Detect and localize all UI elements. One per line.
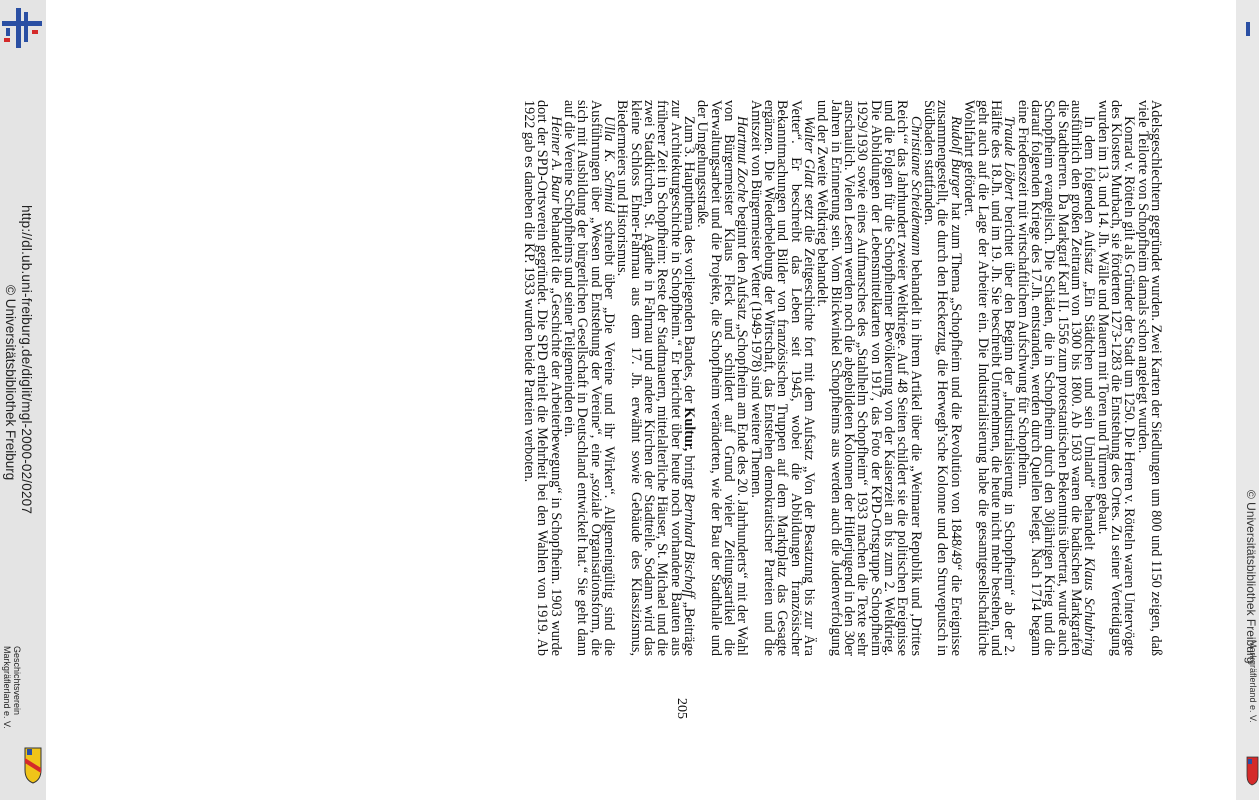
author-name: Ulla K. Schmid: [600, 116, 617, 213]
paragraph: Walter Glatt setzt die Zeitgeschichte fort mit dem Aufsatz „Von der Besatzung bis zur Ära Vetter“. Er beschreibt das Leben seit 1945, wobei die Abbildungen französischer Bekanntmachungen und Bilder von französischen Truppen auf dem Marktplatz das Gesagte ergänzen. Die Wiederbelebung der Wirtschaft, das Entstehen demokratischer Parteien und die Amtszeit von Bürgermeister Vetter (1949-1978) sind weitere Themen.: [747, 100, 818, 656]
paragraph: Adelsgeschlechtern gegründet wurden. Zwei Karten der Siedlungen um 800 und 1150 zeigen, daß viele Teilorte von Schopfheim damals schon angelegt wurden.: [1134, 100, 1164, 656]
right-sidebar: [1236, 0, 1259, 800]
author-name: Christiane Scheidemann: [907, 116, 924, 256]
author-name: Rudolf Burger: [947, 116, 964, 199]
author-name: Hartmut Zoche: [734, 116, 751, 203]
bold-term: Kultur,: [680, 407, 697, 452]
paragraph: Christiane Scheidemann behandelt in ihrem Artikel über die „Weimarer Republik und ‚Drittes Reich‘“ das Jahrhundert zweier Weltkriege. Auf 48 Seiten schildert sie die politischen Ereignisse und die Folgen für die Schopfheimer Bevölkerung von der Kaiserzeit an bis zum 2. Weltkrieg. Die Abbildungen der Lebensmittelkarten von 1917, das Foto der KPD-Ortsgruppe Schopfheim 1929/1930 sowie eines Aufmarsches des „Stahlhelm Schopfheim“ 1933 machen die Texte sehr anschaulich. Vielen Lesern werden noch die abgebildeten Kolonnen der Hitlerjugend in den 30er Jahren in Erinnerung sein. Vom Blickwinkel Schopfheims aus werden auch die Judenverfolgung und der Zweite Weltkrieg behandelt.: [814, 100, 924, 656]
author-name: Heiner A. Baur: [547, 116, 564, 204]
author-name: Klaus Schubring: [1081, 557, 1098, 657]
right-copyright-text: © Universitätsbibliothek Freiburg: [1244, 490, 1258, 664]
paragraph: Traude Löbert berichtet über den Beginn der „Industrialisierung in Schopfheim“ ab der 2. Hälfte des 18.Jh. und im 19. Jh. Sie beschreibt Unternehmen, die heute nicht mehr bestehen, und geht auch auf die Lage der Arbeiter ein. Die Industrialisierung habe die gesamtgesellschaftliche Wohlfahrt gefördert.: [961, 100, 1018, 656]
paragraph: Konrad v. Rötteln gilt als Gründer der Stadt um 1250. Die Herren v. Rötteln waren Untervögte des Klosters Murbach, sie förderten 1273-1283 die Entstehung des Ortes. Zu seiner Verteidigung wurden im 13. und 14. Jh. Wälle und Mauern mit Toren und Türmen gebaut.: [1094, 100, 1138, 656]
paragraph: Rudolf Burger hat zum Thema „Schopfheim und die Revolution von 1848/49“ die Ereignisse zusammengestellt, die durch den Heckerzug, die Herwegh’sche Kolonne und den Struveputsch in Südbaden stattfanden.: [921, 100, 964, 656]
right-clip: [1236, 0, 1259, 800]
author-name: Traude Löbert: [1001, 116, 1018, 201]
coat-of-arms-icon: [24, 746, 42, 784]
paragraph: In dem folgenden Aufsatz „Ein Städtchen und sein Umland“ behandelt Klaus Schubring ausführlich den großen Zeitraum von 1300 bis 1800. Ab 1503 waren die badischen Markgrafen die Stadtherren. Da Markgraf Karl II. 1556 zum protestantischen Bekenntnis übertrat, wurde auch Schopfheim evangelisch. Die Schäden, die in Schopfheim durch den 30jährigen Krieg und die darauf folgenden Kriege des 17.Jh. entstanden, werden durch Quellen belegt. Nach 1714 begann eine Friedenszeit mit wirtschaftlichem Aufschwung für Schopfheim.: [1014, 100, 1098, 657]
association-line-1: Geschichtsverein: [12, 646, 22, 716]
document-page: [204, 100, 1164, 719]
page-number: 205: [674, 698, 689, 719]
paragraph: Zum 3. Hauptthema des vorliegenden Bandes, der Kultur, bringt Bernhard Bischoff „Beiträge zur Architekturgeschichte in Schopfheim.“ Er berichtet über heute noch vorhandene Bauten aus früherer Zeit in Schopfheim: Reste der Stadtmauern, mittelalterliche Häuser, St. Michael und die zwei Stadtkirchen, St. Agathe in Fahrnau und andere Kirchen der Stadtteile. Sodann wird das kleine Schloss Ehner-Fahrnau aus dem 17. Jh. erwähnt sowie Gebäude des Klassizismus, Biedermeiers und Historismus.: [614, 100, 697, 656]
author-name: Walter Glatt: [801, 116, 818, 189]
author-name: Bernhard Bischoff: [680, 493, 697, 598]
paragraph: Heiner A. Baur behandelt die „Geschichte der Arbeiterbewegung“ in Schopfheim. 1903 wurde dort der SPD-Ortsverein gegründet. Die SPD erhielt die Mehrheit bei den Wahlen von 1919. Ab 1922 gab es daneben die KP. 1933 wurden beide Parteien verboten.: [520, 100, 564, 656]
paragraph: Ulla K. Schmid schreibt über „Die Vereine und ihr Wirken“. Allgemeingültig sind die Ausführungen über „Wesen und Entstehung der Vereine“, eine „soziale Organisationsform, die sich mit Ausbildung der bürgerlichen Gesellschaft in Deutschland entwickelt hat.“ Sie geht dann auf die Vereine Schopfheims und seiner Teilgemeinden ein.: [560, 100, 617, 657]
copyright-text: © Universitätsbibliothek Freiburg: [3, 285, 18, 481]
university-logo-icon: [1244, 22, 1252, 36]
document-url[interactable]: http://dl.ub.uni-freiburg.de/diglit/mgl-2000-02/0207: [19, 205, 34, 515]
left-clip: [0, 0, 46, 800]
coat-of-arms-icon: [1246, 756, 1259, 786]
association-line-2: Markgräflerland e. V.: [2, 646, 12, 729]
left-sidebar: [0, 0, 46, 800]
right-association-text: Markgräflerland e. V.: [1248, 640, 1258, 723]
paragraph: Hartmut Zoche beginnt den Aufsatz „Schopfheim am Ende des 20. Jahrhunderts“ mit der Wahl von Bürgermeister Klaus Fleck und schildert auf Grund vieler Zeitungsartikel die Verwaltungsarbeit und die Projekte, die Schopfheim veränderten, wie der Bau der Stadthalle und der Umgehungsstraße.: [694, 100, 751, 656]
